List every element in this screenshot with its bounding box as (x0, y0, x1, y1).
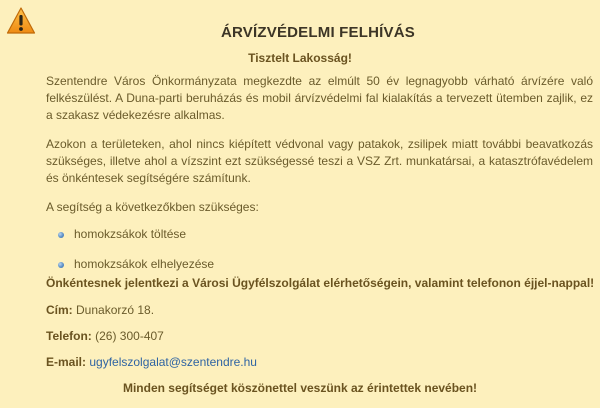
list-item (58, 226, 214, 251)
closing-text: Minden segítséget köszönettel veszünk az érintettek nevében! (122, 381, 478, 395)
address-row (46, 303, 154, 317)
page-title-text: ÁRVÍZVÉDELMI FELHÍVÁS (221, 24, 415, 41)
paragraph-help-intro: A segítség a következőkben szükséges: (46, 200, 259, 214)
email-link[interactable]: ugyfelszolgalat@szentendre.hu (89, 355, 257, 369)
paragraph-preparation: Szentendre Város Önkormányzata megkezdte az elmúlt 50 év legnagyobb várható árvízére való felkészülést. A Duna-parti beruházás és mobil árvízvédelmi fal kialakítás a tervezett ütemben zajlik, ez a szakasz védekezésre alkalmas. (46, 74, 593, 122)
list-item-text: homokzsákok töltése (74, 227, 187, 241)
help-list (58, 221, 214, 281)
email-row (46, 355, 257, 369)
greeting: Tisztelt Lakosság! (248, 51, 352, 65)
bullet-dot-icon (58, 262, 64, 268)
phone-value: (26) 300-407 (95, 329, 164, 343)
phone-label: Telefon: (46, 329, 92, 343)
bullet-dot-icon (58, 232, 64, 238)
address-value: Dunakorzó 18. (76, 303, 155, 317)
address-label: Cím: (46, 303, 73, 317)
email-label: E-mail: (46, 355, 87, 369)
list-item-text: homokzsákok elhelyezése (74, 257, 215, 271)
paragraph-areas: Azokon a területeken, ahol nincs kiépített védvonal vagy patakok, zsilipek miatt további beavatkozás szükséges, illetve ahol a vízszint ezt szükségessé teszi a VSZ Zrt. munkatársai, a katasztrófavédelem és önkéntesek segítségére számítunk. (46, 137, 593, 185)
phone-row (46, 329, 164, 343)
volunteer-call: Önkéntesnek jelentkezi a Városi Ügyfélszolgálat elérhetőségein, valamint telefonon éjjel-nappal! (46, 276, 595, 290)
page-title (0, 24, 600, 41)
